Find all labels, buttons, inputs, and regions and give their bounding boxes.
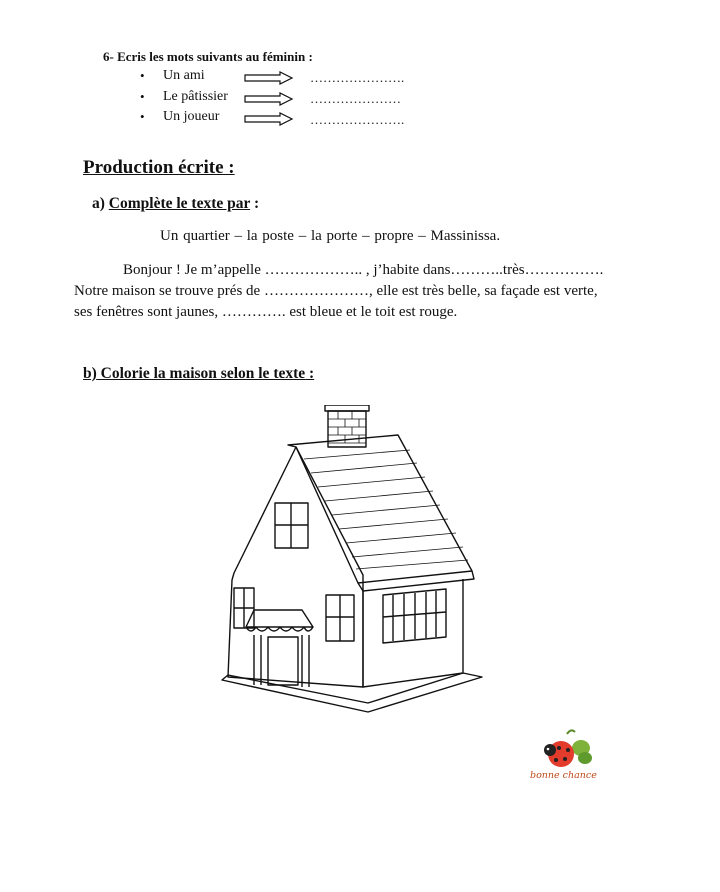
part-a-heading: Complète le texte par bbox=[108, 195, 251, 212]
word-bank: Un quartier – la poste – la porte – propre – Massinissa. bbox=[160, 228, 501, 244]
house-illustration bbox=[218, 405, 486, 720]
production-title: Production écrite : bbox=[83, 157, 235, 178]
double-arrow-icon bbox=[244, 71, 294, 85]
exercise-6-title: 6- Ecris les mots suivants au féminin : bbox=[103, 49, 313, 64]
double-arrow-icon bbox=[244, 92, 294, 106]
logo-caption: bonne chance bbox=[530, 770, 597, 781]
masculine-word: Un ami bbox=[163, 68, 205, 83]
answer-blank: …………………. bbox=[310, 70, 405, 85]
paragraph-line: Bonjour ! Je m’appelle ……………….. , j’habite dans………..très……………. bbox=[123, 262, 604, 278]
masculine-word: Un joueur bbox=[163, 109, 220, 124]
part-a-title bbox=[92, 195, 259, 213]
bullet: • bbox=[140, 68, 145, 83]
part-b-colon: : bbox=[305, 365, 315, 382]
paragraph-line: ses fenêtres sont jaunes, …………. est bleue et le toit est rouge. bbox=[74, 304, 458, 320]
masculine-word: Le pâtissier bbox=[163, 89, 228, 104]
double-arrow-icon bbox=[244, 112, 294, 126]
fill-in-paragraph bbox=[74, 260, 664, 323]
part-b-label: b) bbox=[83, 365, 97, 382]
answer-blank: ………………… bbox=[310, 91, 401, 106]
bullet: • bbox=[140, 89, 145, 104]
paragraph-line: Notre maison se trouve prés de …………………, elle est très belle, sa façade est verte, bbox=[74, 283, 598, 299]
bullet: • bbox=[140, 109, 145, 124]
answer-blank: …………………. bbox=[310, 112, 405, 127]
part-a-label: a) bbox=[92, 195, 105, 212]
part-b-title bbox=[83, 365, 314, 383]
part-a-colon: : bbox=[250, 195, 260, 212]
part-b-heading: Colorie la maison selon le texte bbox=[96, 365, 306, 382]
